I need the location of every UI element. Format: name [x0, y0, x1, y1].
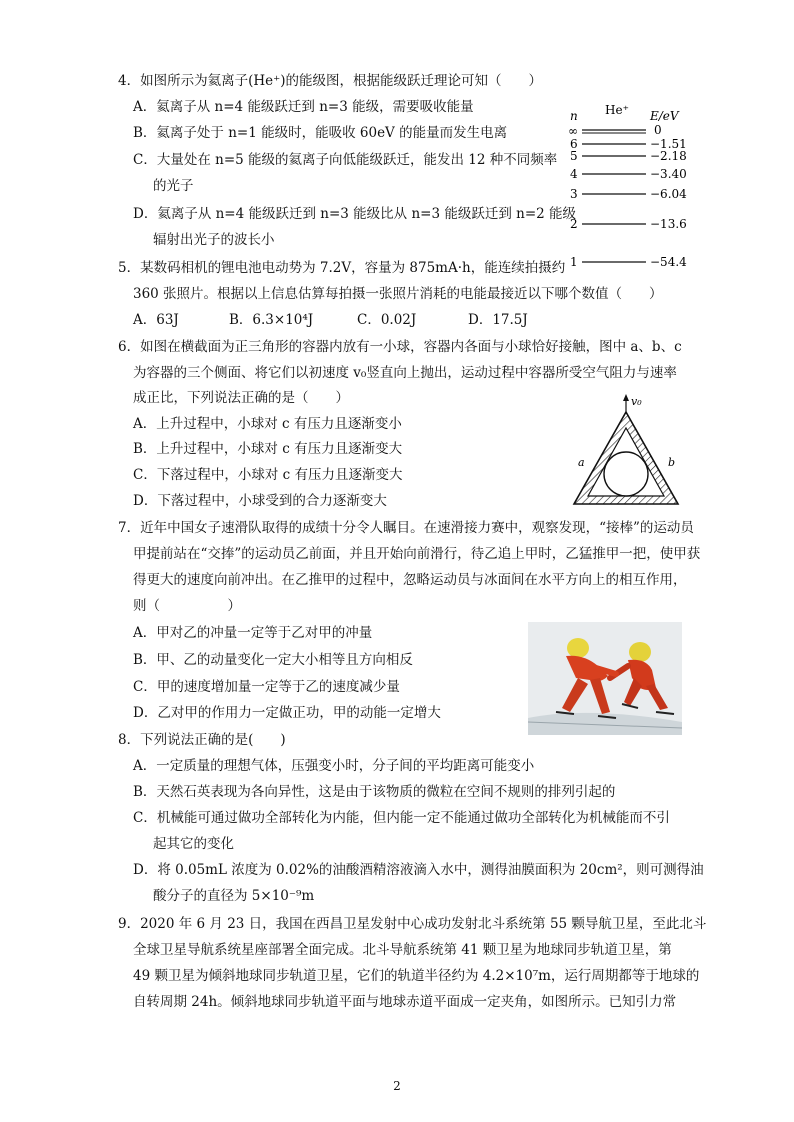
svg-text:−2.18: −2.18	[650, 149, 687, 163]
q4-stem: 4．如图所示为氦离子(He⁺)的能级图，根据能级跃迁理论可知（ ）	[118, 73, 543, 89]
q6-option-b: B．上升过程中，小球对 c 有压力且逐渐变大	[133, 441, 403, 457]
q7-stem-line3: 得更大的速度向前冲出。在乙推甲的过程中，忽略运动员与冰面间在水平方向上的相互作用，	[133, 572, 687, 588]
level-4	[570, 167, 687, 181]
q6-option-c: C．下落过程中，小球对 c 有压力且逐渐变大	[133, 467, 403, 483]
diagram-n-label: n	[570, 109, 578, 123]
q7-stem-line1: 7．近年中国女子速滑队取得的成绩十分令人瞩目。在速滑接力赛中，观察发现，“接棒”的运动员	[118, 520, 694, 536]
q5-option-d: D．17.5J	[468, 312, 528, 328]
diagram-energy-label: E/eV	[650, 109, 679, 123]
q7-stem-line2: 甲提前站在“交捧”的运动员乙前面，并且开始向前滑行，待乙追上甲时，乙猛推甲一把，使甲获	[133, 546, 701, 562]
side-label-a: a	[578, 456, 585, 469]
q8-option-d-cont: 酸分子的直径为 5×10⁻⁹m	[153, 888, 315, 904]
side-label-b: b	[668, 456, 676, 469]
q8-option-c-cont: 起其它的变化	[153, 836, 234, 852]
q8-option-a: A．一定质量的理想气体，压强变小时，分子间的平均距离可能变小	[133, 758, 535, 774]
q7-option-c: C．甲的速度增加量一定等于乙的速度减少量	[133, 679, 400, 695]
q9-stem-line2: 全球卫星导航系统星座部署全面完成。北斗导航系统第 41 颗卫星为地球同步轨道卫星，第	[133, 942, 672, 958]
level-3	[570, 187, 687, 201]
q6-option-a: A．上升过程中，小球对 c 有压力且逐渐变小	[133, 416, 402, 432]
q5-stem-line1: 5．某数码相机的锂电池电动势为 7.2V，容量为 875mA·h，能连续拍摄约	[118, 260, 566, 276]
speed-skaters-photo	[528, 622, 682, 739]
q5-option-a: A．63J	[133, 312, 179, 328]
q7-option-b: B．甲、乙的动量变化一定大小相等且方向相反	[133, 652, 413, 668]
q6-stem-line3: 成正比，下列说法正确的是（ ）	[133, 390, 349, 406]
svg-text:6: 6	[570, 137, 578, 151]
velocity-arrow-head	[623, 394, 629, 401]
svg-text:1: 1	[570, 255, 578, 269]
diagram-title: He⁺	[605, 103, 629, 117]
q9-stem-line3: 49 颗卫星为倾斜地球同步轨道卫星，它们的轨道半径约为 4.2×10⁷m，运行周期都等于地球的	[133, 968, 700, 984]
svg-text:−54.4: −54.4	[650, 255, 687, 269]
velocity-label: v₀	[631, 395, 642, 408]
svg-text:∞: ∞	[568, 124, 578, 138]
level-1	[570, 255, 687, 269]
q5-stem-line2: 360 张照片。根据以上信息估算每拍摄一张照片消耗的电能最接近以下哪个数值（ ）	[133, 286, 663, 302]
q4-option-c-cont: 的光子	[153, 178, 194, 194]
q6-stem-line1: 6．如图在横截面为正三角形的容器内放有一小球，容器内各面与小球恰好接触，图中 a、b、c	[118, 339, 682, 355]
q4-option-c: C．大量处在 n=5 能级的氦离子向低能级跃迁，能发出 12 种不同频率	[133, 152, 558, 168]
q5-option-c: C．0.02J	[357, 312, 417, 328]
svg-text:−6.04: −6.04	[650, 187, 687, 201]
level-inf	[568, 123, 662, 138]
svg-text:5: 5	[570, 149, 578, 163]
q9-stem-line1: 9．2020 年 6 月 23 日，我国在西昌卫星发射中心成功发射北斗系统第 55 颗导航卫星，至此北斗	[118, 916, 707, 932]
q8-option-b: B．天然石英表现为各向异性，这是由于该物质的微粒在空间不规则的排列引起的	[133, 784, 616, 800]
svg-text:3: 3	[570, 187, 578, 201]
q9-stem-line4: 自转周期 24h。倾斜地球同步轨道平面与地球赤道平面成一定夹角，如图所示。已知引力常	[133, 994, 677, 1010]
q7-stem-line4: 则（ ）	[133, 598, 241, 614]
q5-option-b: B．6.3×10⁴J	[229, 312, 314, 328]
q4-option-d-cont: 辐射出光子的波长小	[153, 232, 275, 248]
q4-option-b: B．氦离子处于 n=1 能级时，能吸收 60eV 的能量而发生电离	[133, 125, 508, 141]
svg-text:−1.51: −1.51	[650, 137, 687, 151]
svg-text:−13.6: −13.6	[650, 217, 687, 231]
q8-option-c: C．机械能可通过做功全部转化为内能，但内能一定不能通过做功全部转化为机械能而不引	[133, 810, 670, 826]
level-5	[570, 149, 687, 163]
ball	[604, 452, 648, 496]
svg-text:−3.40: −3.40	[650, 167, 687, 181]
svg-text:4: 4	[570, 167, 578, 181]
q8-stem: 8．下列说法正确的是( )	[118, 732, 286, 748]
q7-option-a: A．甲对乙的冲量一定等于乙对甲的冲量	[133, 625, 373, 641]
level-2	[570, 217, 687, 231]
page-number: 2	[393, 1079, 401, 1093]
q4-option-a: A．氦离子从 n=4 能级跃迁到 n=3 能级，需要吸收能量	[133, 99, 474, 115]
svg-text:0: 0	[654, 123, 662, 137]
q4-option-d: D．氦离子从 n=4 能级跃迁到 n=3 能级比从 n=3 能级跃迁到 n=2 能级	[133, 206, 577, 222]
q8-option-d: D．将 0.05mL 浓度为 0.02%的油酸酒精溶液滴入水中，测得油膜面积为 20cm²，则可测得油	[133, 862, 704, 878]
triangle-container-figure	[566, 392, 686, 516]
svg-text:2: 2	[570, 217, 578, 231]
q6-stem-line2: 为容器的三个侧面、将它们以初速度 v₀竖直向上抛出，运动过程中容器所受空气阻力与速率	[133, 365, 677, 381]
q7-option-d: D．乙对甲的作用力一定做正功，甲的动能一定增大	[133, 705, 441, 721]
q6-option-d: D．下落过程中，小球受到的合力逐渐变大	[133, 493, 387, 509]
energy-level-diagram	[560, 100, 690, 282]
